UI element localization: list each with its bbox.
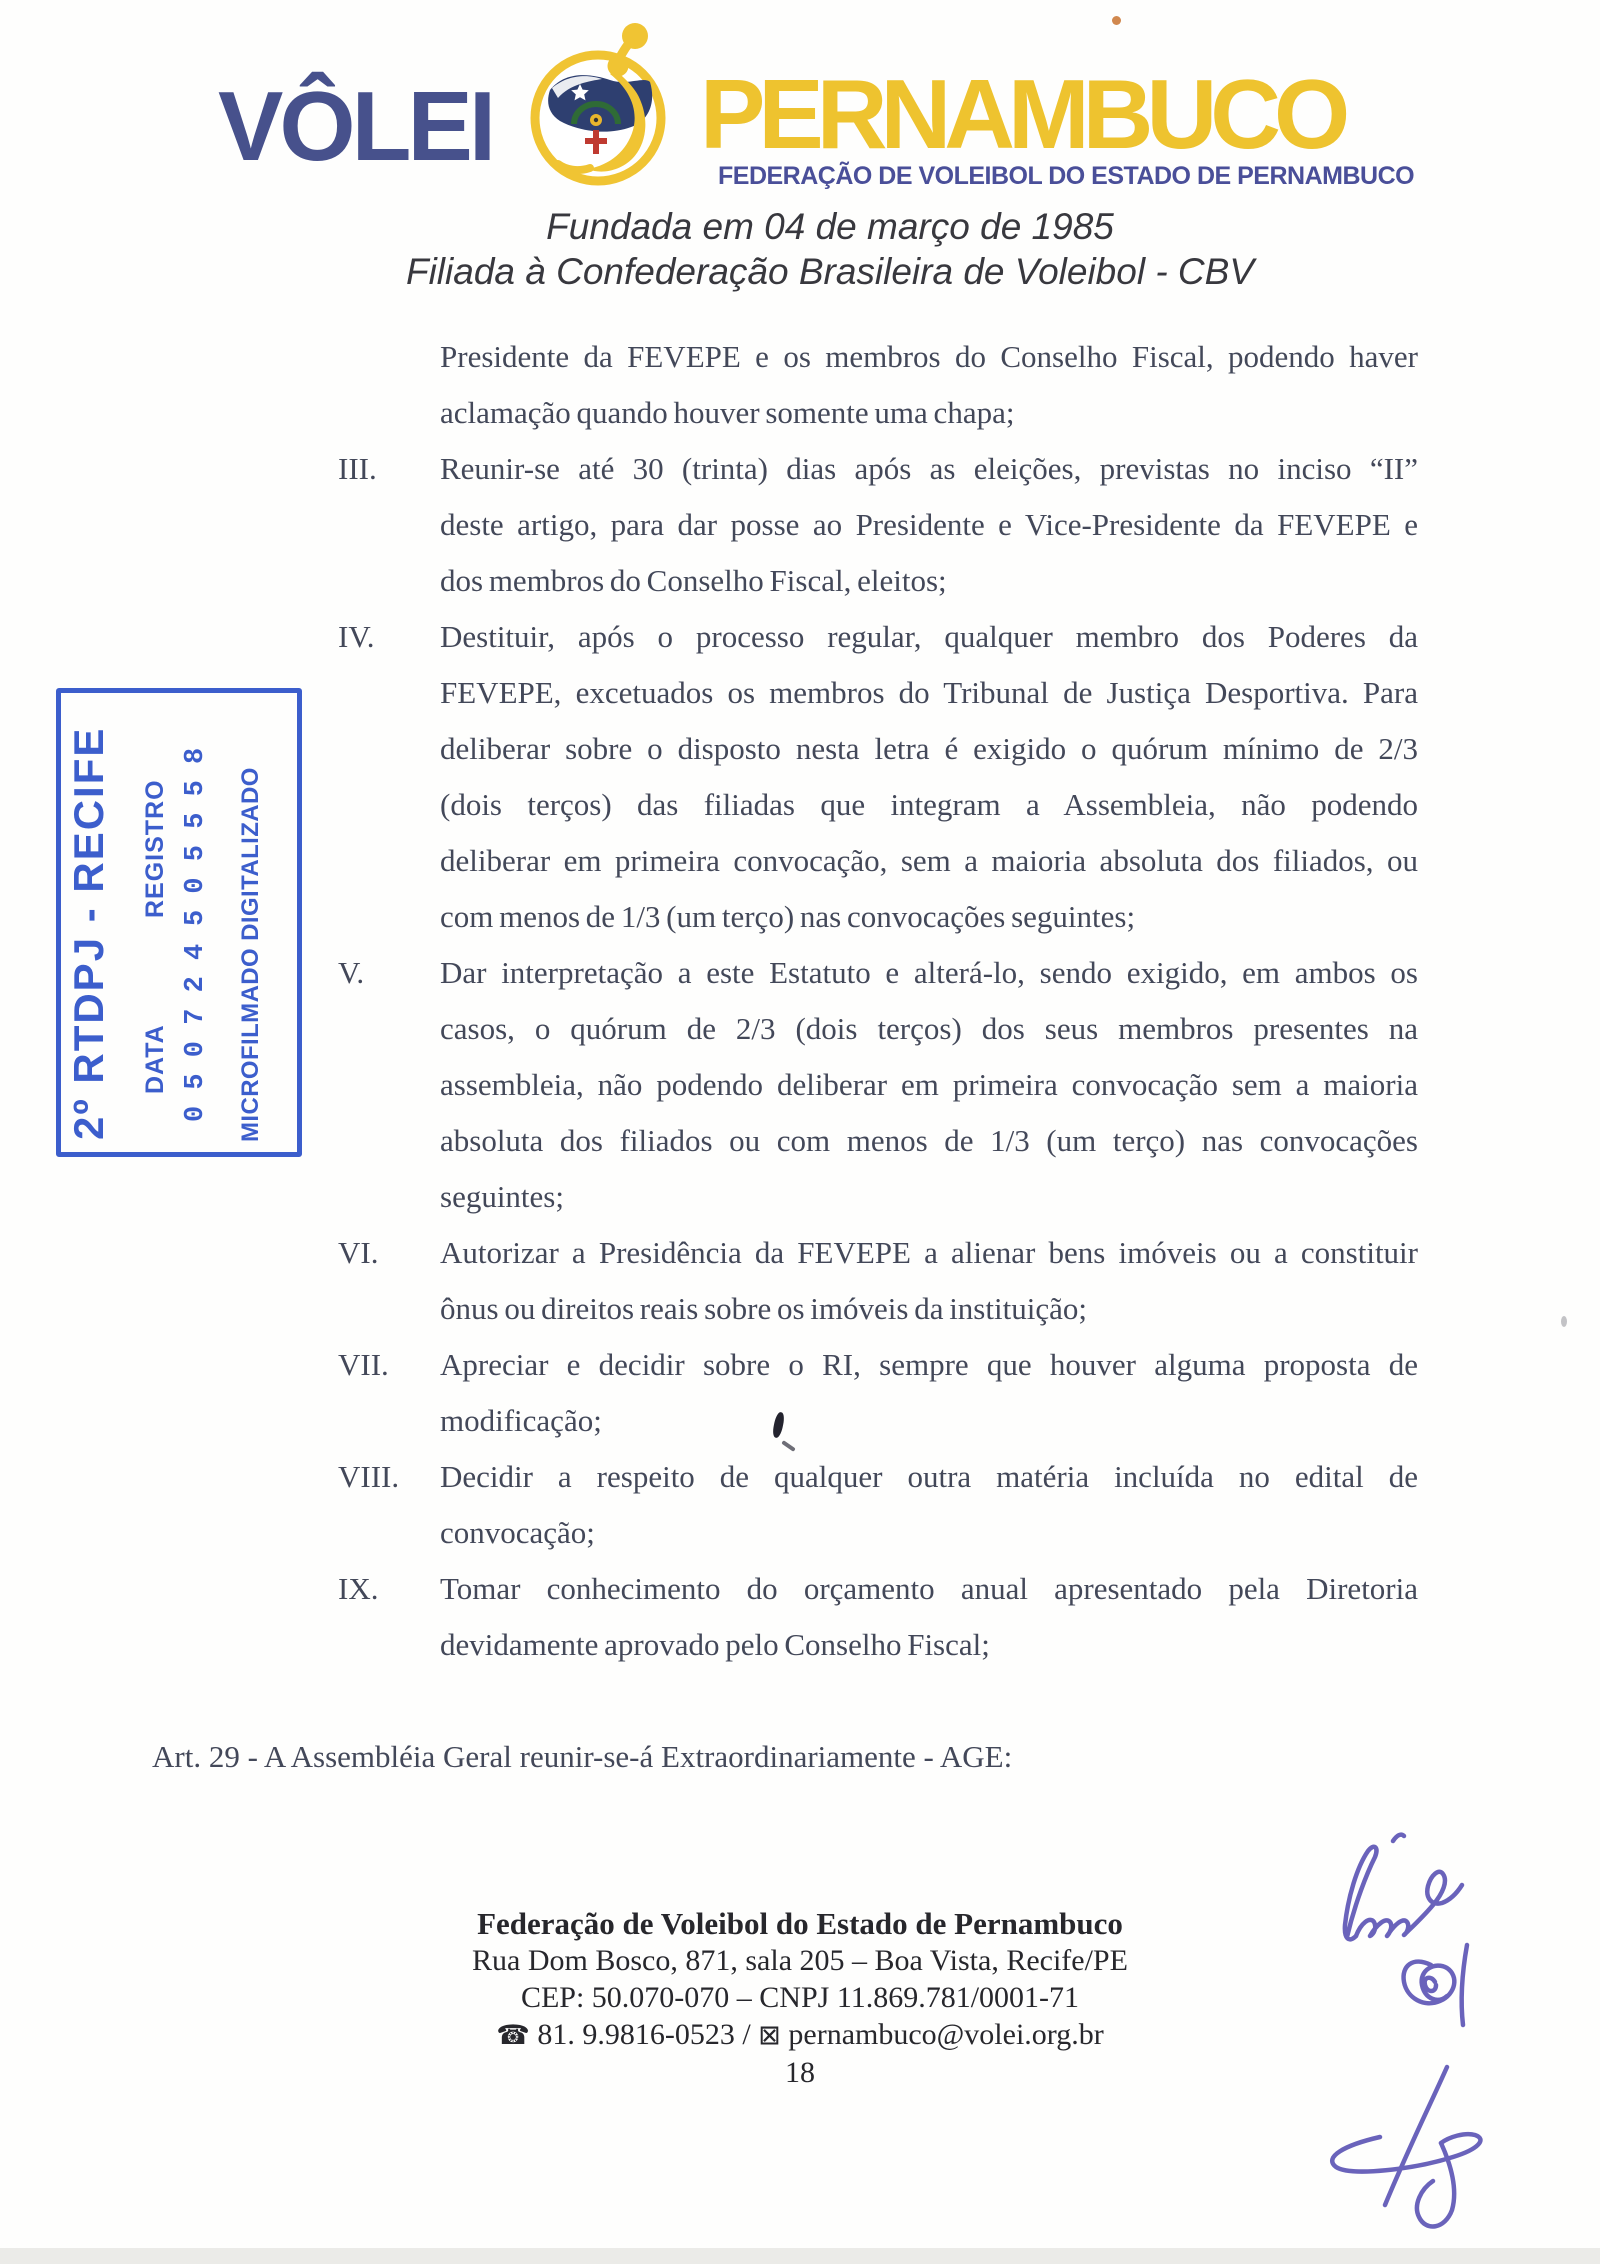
- statute-item-vi: [338, 1225, 1418, 1337]
- footer-address: Rua Dom Bosco, 871, sala 205 – Boa Vista, Recife/PE: [472, 1944, 1128, 1977]
- stamp-registry-value: 5 0 5 5 5 8: [181, 747, 211, 926]
- item-numeral: IX.: [338, 1571, 379, 1606]
- intro-line: Presidente da FEVEPE e os membros do Conselho Fiscal, podendo haver: [440, 339, 1418, 374]
- footer-org-name: Federação de Voleibol do Estado de Pernambuco: [477, 1906, 1123, 1941]
- body-line: absoluta dos filiados ou com menos de 1/3 (um terço) nas convocações: [440, 1123, 1418, 1158]
- registry-stamp-frame: [56, 688, 302, 1157]
- article-29-line: Art. 29 - A Assembléia Geral reunir-se-á Extraordinariamente - AGE:: [152, 1739, 1013, 1774]
- scan-speck-right: [1561, 1316, 1567, 1327]
- signature-stroke-6: [1462, 1945, 1467, 2025]
- body-line: dos membros do Conselho Fiscal, eleitos;: [440, 563, 947, 598]
- body-line: ônus ou direitos reais sobre os imóveis da instituição;: [440, 1291, 1087, 1326]
- body-line: (dois terços) das filiadas que integram a Assembleia, não podendo: [440, 787, 1418, 822]
- email-icon: ⊠: [758, 2020, 781, 2051]
- body-line: deliberar em primeira convocação, sem a maioria absoluta dos filiados, ou: [440, 843, 1418, 878]
- stamp-registry-label: REGISTRO: [141, 779, 169, 918]
- stamp-date-label: DATA: [141, 1024, 169, 1094]
- body-line: FEVEPE, excetuados os membros do Tribunal de Justiça Desportiva. Para: [440, 675, 1418, 710]
- statute-item-ix: [338, 1561, 1418, 1673]
- footer-separator: /: [742, 2018, 751, 2051]
- body-text: [338, 329, 1418, 1673]
- body-line: modificação;: [440, 1403, 602, 1438]
- body-line: com menos de 1/3 (um terço) nas convocações seguintes;: [440, 899, 1136, 934]
- federation-subtitle: FEDERAÇÃO DE VOLEIBOL DO ESTADO DE PERNAMBUCO: [718, 162, 1415, 190]
- body-line: Destituir, após o processo regular, qualquer membro dos Poderes da: [440, 619, 1418, 654]
- logo-sun-center: [594, 118, 598, 122]
- statute-item-vii: [338, 1337, 1418, 1449]
- body-line: devidamente aprovado pelo Conselho Fiscal;: [440, 1627, 990, 1662]
- stamp-microfilm-line: MICROFILMADO DIGITALIZADO: [237, 767, 264, 1142]
- statute-item-viii: [338, 1449, 1418, 1561]
- item-numeral: VIII.: [338, 1459, 400, 1494]
- intro-line: aclamação quando houver somente uma chapa;: [440, 395, 1015, 430]
- signature-stroke-4: [1404, 1962, 1455, 2004]
- item-numeral: V.: [338, 955, 365, 990]
- item-numeral: IV.: [338, 619, 375, 654]
- statute-item-iv: [338, 609, 1418, 945]
- statute-item-iii: [338, 441, 1418, 609]
- signature-stroke-5: [1425, 1978, 1436, 1991]
- item-numeral: VI.: [338, 1235, 379, 1270]
- signature-stroke-9: [1417, 2143, 1454, 2227]
- signature-stroke-7: [1385, 2067, 1447, 2205]
- footer-cep-cnpj: CEP: 50.070-070 – CNPJ 11.869.781/0001-71: [520, 1981, 1080, 2014]
- footer: [300, 1905, 1300, 2091]
- stamp-date-value: 0 5 0 7 2 4: [181, 943, 211, 1122]
- body-line: Reunir-se até 30 (trinta) dias após as eleições, previstas no inciso “II”: [440, 451, 1418, 486]
- body-line: seguintes;: [440, 1179, 564, 1214]
- body-line: casos, o quórum de 2/3 (dois terços) dos seus membros presentes na: [440, 1011, 1418, 1046]
- footer-contact-line: [300, 2016, 1300, 2054]
- item-numeral: III.: [338, 451, 377, 486]
- page-number: 18: [785, 2056, 815, 2089]
- signature-stroke-3: [1393, 1835, 1404, 1841]
- body-line: deliberar sobre o disposto nesta letra é exigido o quórum mínimo de 2/3: [440, 731, 1418, 766]
- stamp-title: 2º RTDPJ - RECIFE: [65, 726, 112, 1140]
- footer-email: pernambuco@volei.org.br: [788, 2018, 1104, 2051]
- brand-volei: VÔLEI: [218, 71, 493, 181]
- item-numeral: VII.: [338, 1347, 389, 1382]
- body-line: assembleia, não podendo deliberar em primeira convocação sem a maioria: [440, 1067, 1418, 1102]
- signature-stroke-2: [1356, 1872, 1462, 1936]
- registry-stamp: [56, 698, 292, 1157]
- statute-item-v: [338, 945, 1418, 1225]
- letterhead-lines: [30, 206, 1600, 293]
- brand-pernambuco: PERNAMBUCO: [700, 59, 1344, 169]
- body-line: Autorizar a Presidência da FEVEPE a alienar bens imóveis ou a constituir: [440, 1235, 1418, 1270]
- body-line: Apreciar e decidir sobre o RI, sempre que houver alguma proposta de: [440, 1347, 1418, 1382]
- scan-speck-top: [1112, 16, 1121, 25]
- body-line: Tomar conhecimento do orçamento anual apresentado pela Diretoria: [440, 1571, 1418, 1606]
- signature: [1235, 1785, 1575, 2255]
- body-line: Dar interpretação a este Estatuto e alterá-lo, sendo exigido, em ambos os: [440, 955, 1418, 990]
- founded-line: Fundada em 04 de março de 1985: [546, 206, 1114, 247]
- affiliation-line: Filiada à Confederação Brasileira de Voleibol - CBV: [405, 251, 1255, 292]
- footer-phone: 81. 9.9816-0523: [537, 2018, 735, 2051]
- phone-icon: ☎: [496, 2020, 530, 2051]
- body-line: deste artigo, para dar posse ao Presidente e Vice-Presidente da FEVEPE e: [440, 507, 1418, 542]
- federation-logo: [498, 18, 726, 194]
- scan-edge-band: [0, 2248, 1600, 2264]
- body-line: Decidir a respeito de qualquer outra matéria incluída no edital de: [440, 1459, 1418, 1494]
- body-line: convocação;: [440, 1515, 595, 1550]
